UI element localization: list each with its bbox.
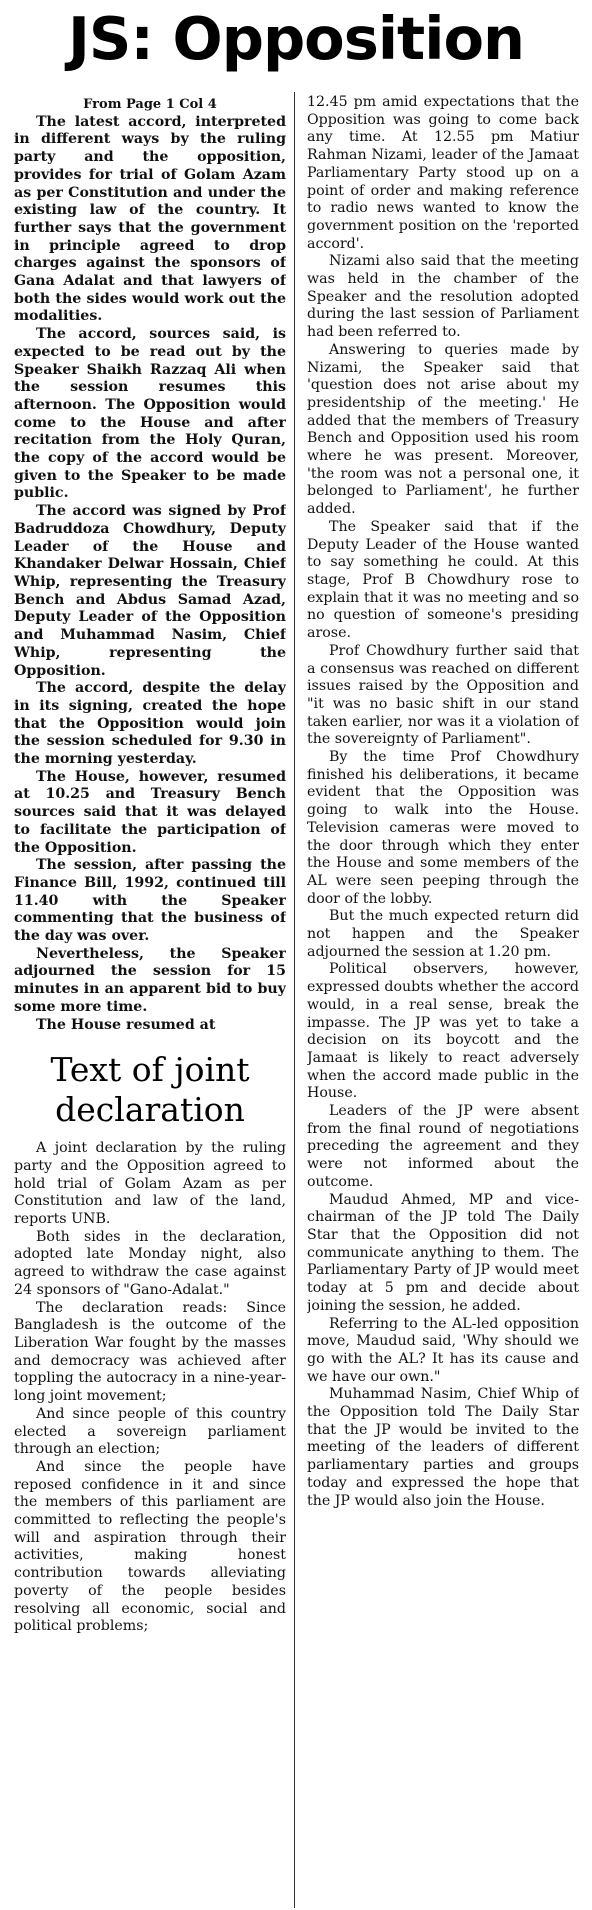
article-paragraph: The House, however, resumed at 10.25 and Treasury Bench sources said that it was delayed to facilitate the participation of the Opposition. xyxy=(14,768,286,856)
article-paragraph: Muhammad Nasim, Chief Whip of the Opposition told The Daily Star that the JP would be invited to the meeting of the leaders of different parliamentary parties and groups today and expressed the hope that the JP would also join the House. xyxy=(307,1386,579,1509)
article-paragraph: The session, after passing the Finance Bill, 1992, continued till 11.40 with the Speaker commenting that the business of the day was over. xyxy=(14,857,286,945)
article-paragraph: Political observers, however, expressed doubts whether the accord would, in a real sense, break the impasse. The JP was yet to take a decision on its boycott and the Jamaat is likely to react adversely when the accord made public in the House. xyxy=(307,961,579,1102)
sidebar-paragraph: And since people of this country elected a sovereign parliament through an election; xyxy=(14,1405,286,1458)
sidebar-paragraph: The declaration reads: Since Bangladesh is the outcome of the Liberation War fought by the masses and democracy was achieved after toppling the autocracy in a nine-year-long joint movement; xyxy=(14,1299,286,1405)
right-column xyxy=(307,94,579,1902)
article-paragraph: By the time Prof Chowdhury finished his deliberations, it became evident that the Opposition was going to walk into the House. Television cameras were moved to the door through which they enter the House and some members of the AL were seen peeping through the door of the lobby. xyxy=(307,749,579,907)
article-paragraph: Answering to queries made by Nizami, the Speaker said that 'question does not arise about my presidentship of the meeting.' He added that the members of Treasury Bench and Opposition used his room where he was present. Moreover, 'the room was not a personal one, it belonged to Parliament', he further added. xyxy=(307,341,579,518)
sidebar-paragraph: And since the people have reposed confidence in it and since the members of this parliament are committed to reflecting the people's will and aspiration through their activities, making honest contribution towards alleviating poverty of the people besides resolving all economic, social and political problems; xyxy=(14,1458,286,1635)
article-paragraph: The accord, sources said, is expected to be read out by the Speaker Shaikh Razzaq Ali when the session resumes this afternoon. The Opposition would come to the House and after recitation from the Holy Quran, the copy of the accord would be given to the Speaker to be made public. xyxy=(14,326,286,502)
article-paragraph: Nevertheless, the Speaker adjourned the session for 15 minutes in an apparent bid to buy some more time. xyxy=(14,945,286,1015)
sidebar-paragraph: Both sides in the declaration, adopted late Monday night, also agreed to withdraw the case against 24 sponsors of "Gano-Adalat." xyxy=(14,1228,286,1298)
headline: JS: Opposition xyxy=(67,4,525,73)
article-paragraph: The latest accord, interpreted in different ways by the ruling party and the opposition, provides for trial of Golam Azam as per Constitution and under the existing law of the country. It further says that the government in principle agreed to drop charges against the sponsors of Gana Adalat and that lawyers of both the sides would work out the modalities. xyxy=(14,113,286,325)
article-paragraph: Maudud Ahmed, MP and vice-chairman of the JP told The Daily Star that the Opposition did not communicate anything to them. The Parliamentary Party of JP would meet today at 5 pm and decide about joining the session, he added. xyxy=(307,1191,579,1314)
left-column xyxy=(14,96,286,1904)
article-paragraph: The House resumed at xyxy=(36,1016,216,1033)
sidebar-title: Text of joint declaration xyxy=(50,1050,250,1130)
article-paragraph: Referring to the AL-led opposition move, Maudud said, 'Why should we go with the AL? It has its cause and we have our own." xyxy=(307,1315,579,1385)
article-paragraph: But the much expected return did not happen and the Speaker adjourned the session at 1.20 pm. xyxy=(307,908,579,960)
article-paragraph: Nizami also said that the meeting was held in the chamber of the Speaker and the resolution adopted during the last session of Parliament had been referred to. xyxy=(307,253,579,341)
article-paragraph: The Speaker said that if the Deputy Leader of the House wanted to say something he could. At this stage, Prof B Chowdhury rose to explain that it was no meeting and so no question of someone's presiding arose. xyxy=(307,518,579,642)
article-paragraph: Leaders of the JP were absent from the final round of negotiations preceding the agreement and they were not informed about the outcome. xyxy=(307,1103,579,1190)
sidebar-paragraph: A joint declaration by the ruling party and the Opposition agreed to hold trial of Golam Azam as per Constitution and law of the land, reports UNB. xyxy=(14,1140,286,1228)
article-paragraph: 12.45 pm amid expectations that the Opposition was going to come back any time. At 12.55 pm Matiur Rahman Nizami, leader of the Jamaat Parliamentary Party stood up on a point of order and making reference to radio news wanted to know the government position on the 'reported accord'. xyxy=(307,94,579,252)
dateline: From Page 1 Col 4 xyxy=(83,97,217,112)
article-paragraph: The accord was signed by Prof Badruddoza Chowdhury, Deputy Leader of the House and Khandaker Delwar Hossain, Chief Whip, representing the Treasury Bench and Abdus Samad Azad, Deputy Leader of the Opposition and Muhammad Nasim, Chief Whip, representing the Opposition. xyxy=(14,503,286,679)
article-paragraph: Prof Chowdhury further said that a consensus was reached on different issues raised by the Opposition and "it was no basic shift in our stand taken earlier, nor was it a violation of the sovereignty of Parliament". xyxy=(307,642,579,748)
article-paragraph: The accord, despite the delay in its signing, created the hope that the Opposition would join the session scheduled for 9.30 in the morning yesterday. xyxy=(14,680,286,768)
column-divider xyxy=(294,92,295,1908)
